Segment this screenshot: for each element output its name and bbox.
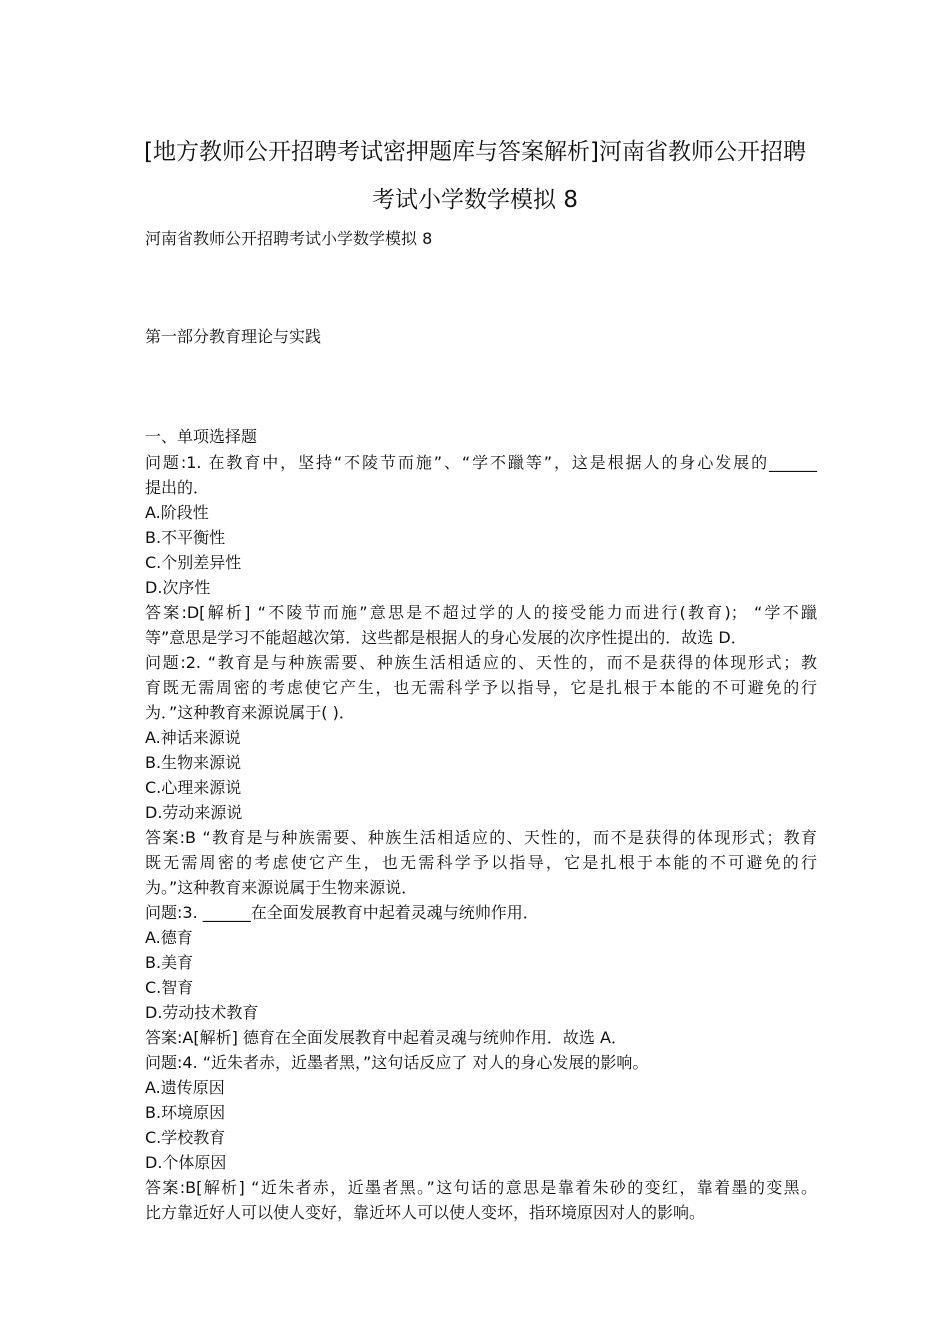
question-2-option-d: D.劳动来源说 <box>145 803 243 822</box>
section-heading: 一、单项选择题 <box>145 427 258 446</box>
question-1-option-d: D.次序性 <box>145 578 211 597</box>
question-1-option-c: C.个别差异性 <box>145 553 242 572</box>
question-1-text: 问题:1. 在教育中，坚持“不陵节而施”、“学不躐等”，这是根据人的身心发展的______ <box>145 453 817 472</box>
question-3-option-b: B.美育 <box>145 953 194 972</box>
question-4-answer: 答案:B[解析] “近朱者赤，近墨者黑。”这句话的意思是靠着朱砂的变红，靠着墨的变黑。 <box>145 1178 817 1197</box>
question-3-option-d: D.劳动技术教育 <box>145 1003 259 1022</box>
question-3-option-c: C.智育 <box>145 978 194 997</box>
question-2-answer-cont-1: 既无需周密的考虑使它产生，也无需科学予以指导，它是扎根于本能的不可避免的行 <box>145 853 817 872</box>
document-subtitle: 河南省教师公开招聘考试小学数学模拟 8 <box>145 229 433 248</box>
question-4-text: 问题:4. “近朱者赤，近墨者黑，”这句话反应了 对人的身心发展的影响。 <box>145 1053 649 1072</box>
question-4-option-d: D.个体原因 <box>145 1153 227 1172</box>
question-2-answer-cont-2: 为。”这种教育来源说属于生物来源说． <box>145 878 418 897</box>
question-3-answer: 答案:A[解析] 德育在全面发展教育中起着灵魂与统帅作用．故选 A． <box>145 1028 627 1047</box>
question-1-option-a: A.阶段性 <box>145 503 209 522</box>
question-1-answer-cont: 等”意思是学习不能超越次第．这些都是根据人的身心发展的次序性提出的．故选 D． <box>145 628 747 647</box>
question-1-text-cont: 提出的． <box>145 478 210 497</box>
question-2-option-c: C.心理来源说 <box>145 778 242 797</box>
question-4-answer-cont: 比方靠近好人可以使人变好，靠近坏人可以使人变坏，指环境原因对人的影响。 <box>145 1203 706 1222</box>
question-4-option-c: C.学校教育 <box>145 1128 226 1147</box>
part-heading: 第一部分教育理论与实践 <box>145 327 322 346</box>
question-2-text: 问题:2. “教育是与种族需要、种族生活相适应的、天性的，而不是获得的体现形式；教 <box>145 653 817 672</box>
question-3-option-a: A.德育 <box>145 928 193 947</box>
question-1-option-b: B.不平衡性 <box>145 528 226 547</box>
question-2-answer: 答案:B “教育是与种族需要、种族生活相适应的、天性的，而不是获得的体现形式；教育 <box>145 828 817 847</box>
question-2-text-cont-1: 育既无需周密的考虑使它产生，也无需科学予以指导，它是扎根于本能的不可避免的行 <box>145 678 817 697</box>
question-1-answer: 答案:D[解析] “不陵节而施”意思是不超过学的人的接受能力而进行(教育)； “学不躐 <box>145 603 817 622</box>
document-title-line-1: [地方教师公开招聘考试密押题库与答案解析]河南省教师公开招聘 <box>144 139 806 165</box>
question-2-text-cont-2: 为．”这种教育来源说属于( )． <box>145 703 355 722</box>
question-2-option-a: A.神话来源说 <box>145 728 241 747</box>
question-3-text: 问题:3. ______在全面发展教育中起着灵魂与统帅作用． <box>145 903 539 922</box>
question-4-option-b: B.环境原因 <box>145 1103 226 1122</box>
question-4-option-a: A.遗传原因 <box>145 1078 225 1097</box>
document-title-line-2: 考试小学数学模拟 8 <box>372 187 578 213</box>
question-2-option-b: B.生物来源说 <box>145 753 242 772</box>
